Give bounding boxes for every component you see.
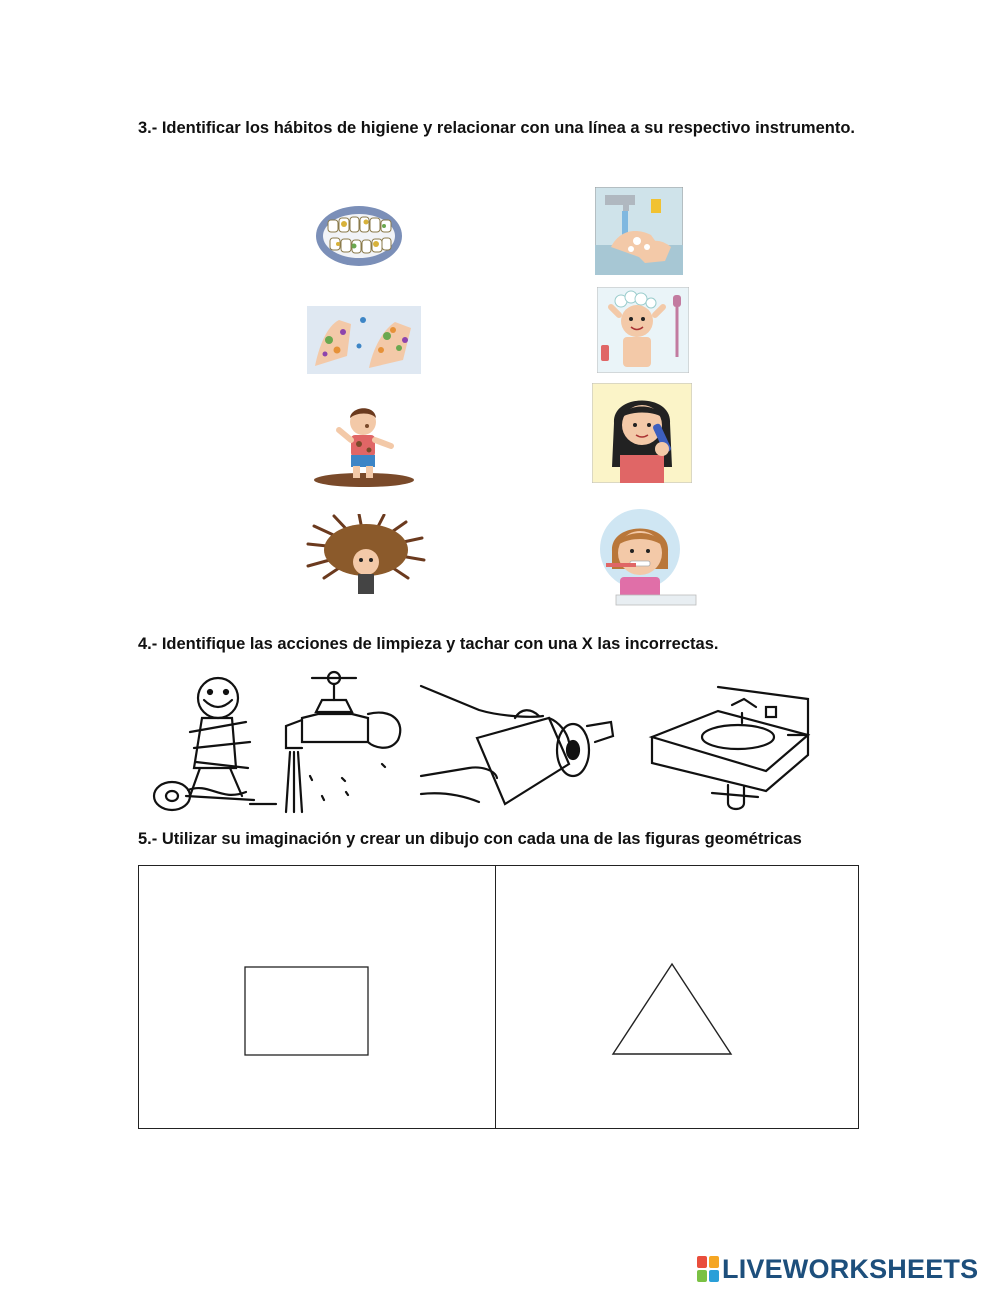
liveworksheets-logo <box>697 1254 978 1284</box>
drawing-table <box>138 865 859 1129</box>
boy-bathing-icon <box>597 287 689 373</box>
running-faucet-icon <box>282 668 410 816</box>
logo-square-blue <box>709 1270 719 1282</box>
triangle-shape[interactable] <box>611 962 733 1056</box>
rectangle-shape[interactable] <box>244 966 369 1056</box>
logo-text: LIVEWORKSHEETS <box>722 1253 979 1284</box>
girl-combing-hair-icon <box>592 383 692 483</box>
germy-hands-icon <box>307 306 421 374</box>
question-5-text: 5.- Utilizar su imaginación y crear un dibujo con cada una de las figuras geométricas <box>138 830 802 848</box>
logo-square-orange <box>709 1256 719 1268</box>
boy-with-toilet-paper-icon <box>150 672 278 814</box>
girl-brushing-teeth-icon <box>586 507 698 611</box>
paper-towel-roll-icon <box>419 682 615 810</box>
dirty-teeth-icon <box>314 202 404 270</box>
logo-mark-icon <box>697 1256 719 1282</box>
logo-square-red <box>697 1256 707 1268</box>
sink-icon <box>648 685 814 813</box>
question-4-text: 4.- Identifique las acciones de limpieza y tachar con una X las incorrectas. <box>138 635 719 653</box>
question-3-text: 3.- Identificar los hábitos de higiene y relacionar con una línea a su respectivo instrumento. <box>138 119 856 137</box>
logo-square-green <box>697 1270 707 1282</box>
messy-hair-icon <box>304 514 428 598</box>
table-divider <box>495 866 496 1128</box>
muddy-boy-icon <box>311 400 417 488</box>
hand-washing-icon <box>595 187 683 275</box>
